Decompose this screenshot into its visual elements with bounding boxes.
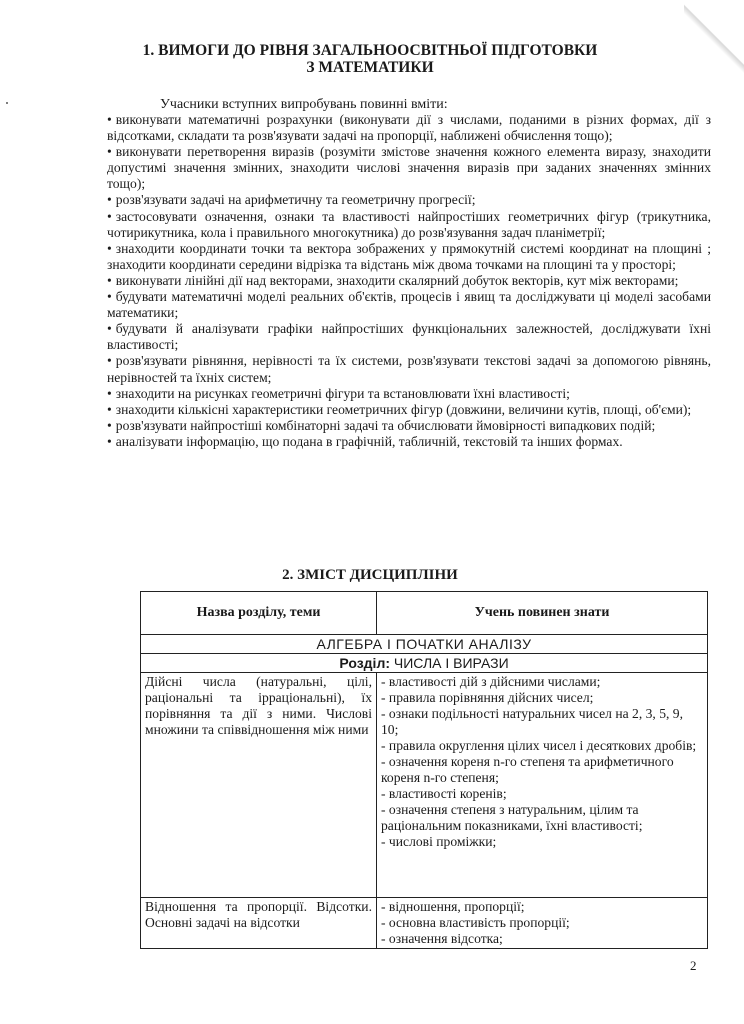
bullet-icon: • bbox=[107, 353, 112, 369]
section-heading bbox=[141, 654, 708, 673]
table-row bbox=[141, 673, 708, 898]
requirement-item: • аналізувати інформацію, що подана в графічній, табличній, текстовій та інших формах. bbox=[107, 433, 623, 449]
scan-speck bbox=[6, 102, 8, 104]
bullet-icon: • bbox=[107, 208, 112, 224]
page-corner-fold bbox=[684, 0, 744, 100]
requirement-item: • виконувати лінійні дії над векторами, знаходити скалярний добуток векторів, кут між векторами; bbox=[107, 272, 679, 288]
bullet-icon: • bbox=[107, 321, 112, 337]
bullet-icon: • bbox=[107, 417, 112, 433]
bullet-icon: • bbox=[107, 401, 112, 417]
bullet-icon: • bbox=[107, 192, 112, 208]
topic-cell: Відношення та пропорції. Відсотки. Основні задачі на відсотки bbox=[141, 898, 377, 949]
table-header-row bbox=[141, 592, 708, 635]
knows-list bbox=[381, 899, 703, 947]
knows-item: - означення степеня з натуральним, цілим та раціональним показниками, їхні властивості; bbox=[381, 802, 643, 833]
requirements-list bbox=[107, 112, 711, 450]
bullet-icon: • bbox=[107, 289, 112, 305]
bullet-icon: • bbox=[107, 144, 112, 160]
requirement-item: • будувати математичні моделі реальних об'єктів, процесів і явищ та досліджувати ці моделі засобами математики; bbox=[107, 289, 711, 321]
knows-item: - означення відсотка; bbox=[381, 931, 503, 946]
knows-cell bbox=[377, 673, 708, 898]
knows-item: - властивості коренів; bbox=[381, 786, 507, 801]
requirement-item: • виконувати математичні розрахунки (виконувати дії з числами, поданими в різних формах, дії з відсотками, складати та розв'язувати задачі на пропорції, наближені обчислення тощо); bbox=[107, 112, 711, 144]
knows-item: - числові проміжки; bbox=[381, 834, 497, 849]
requirement-item: • виконувати перетворення виразів (розуміти змістове значення кожного елемента виразу, знаходити допустимі значення змінних, знаходити числові значення виразів при заданих значеннях змінних тощо); bbox=[107, 144, 711, 192]
topic-cell: Дійсні числа (натуральні, цілі, раціональні та ірраціональні), їх порівняння та дії з ними. Числові множини та співвідношення між ними bbox=[141, 673, 377, 898]
requirement-item: • знаходити координати точки та вектора зображених у прямокутній системі координат на площині ; знаходити координати середини відрізка та відстань між двома точками на площині та у просторі; bbox=[107, 240, 711, 272]
requirement-item: • розв'язувати найпростіші комбінаторні задачі та обчислювати ймовірності випадкових подій; bbox=[107, 417, 656, 433]
section-label: Розділ: bbox=[339, 655, 391, 671]
section1-title-line2: З МАТЕМАТИКИ bbox=[306, 59, 434, 76]
section-row bbox=[141, 654, 708, 673]
requirement-item: • розв'язувати рівняння, нерівності та їх системи, розв'язувати текстові задачі за допомогою рівнянь, нерівностей та їхніх систем; bbox=[107, 353, 711, 385]
requirement-item: • розв'язувати задачі на арифметичну та геометричну прогресії; bbox=[107, 192, 476, 208]
requirement-item: • знаходити на рисунках геометричні фігури та встановлювати їхні властивості; bbox=[107, 385, 570, 401]
bullet-icon: • bbox=[107, 112, 112, 127]
table-row bbox=[141, 898, 708, 949]
section1-intro: Учасники вступних випробувань повинні вміти: bbox=[160, 97, 448, 112]
section1-title bbox=[100, 42, 640, 76]
requirement-item: • будувати й аналізувати графіки найпростіших функціональних залежностей, досліджувати їхні властивості; bbox=[107, 321, 711, 353]
header-knows: Учень повинен знати bbox=[377, 592, 708, 635]
bullet-icon: • bbox=[107, 272, 112, 288]
bullet-icon: • bbox=[107, 240, 112, 256]
knows-item: - правила порівняння дійсних чисел; bbox=[381, 690, 594, 705]
part-title: АЛГЕБРА І ПОЧАТКИ АНАЛІЗУ bbox=[141, 635, 708, 654]
bullet-icon: • bbox=[107, 433, 112, 449]
knows-item: - основна властивість пропорції; bbox=[381, 915, 570, 930]
knows-list bbox=[381, 674, 703, 850]
knows-item: - правила округлення цілих чисел і десяткових дробів; bbox=[381, 738, 697, 753]
knows-cell bbox=[377, 898, 708, 949]
part-title-row bbox=[141, 635, 708, 654]
bullet-icon: • bbox=[107, 385, 112, 401]
page-number: 2 bbox=[690, 958, 697, 973]
curriculum-table bbox=[140, 591, 708, 949]
knows-item: - властивості дій з дійсними числами; bbox=[381, 674, 601, 689]
section2-title: 2. ЗМІСТ ДИСЦИПЛІНИ bbox=[282, 567, 458, 583]
section-name: ЧИСЛА І ВИРАЗИ bbox=[393, 655, 509, 671]
requirement-item: • застосовувати означення, ознаки та властивості найпростіших геометричних фігур (трикутника, чотирикутника, кола і правильного многокутника) до розв'язування задач планіметрії; bbox=[107, 208, 711, 240]
knows-item: - означення кореня n-го степеня та арифметичного кореня n-го степеня; bbox=[381, 754, 674, 785]
knows-item: - відношення, пропорції; bbox=[381, 899, 525, 914]
knows-item: - ознаки подільності натуральних чисел на 2, 3, 5, 9, 10; bbox=[381, 706, 683, 737]
header-topic: Назва розділу, теми bbox=[141, 592, 377, 635]
requirement-item: • знаходити кількісні характеристики геометричних фігур (довжини, величини кутів, площі, об'єми); bbox=[107, 401, 692, 417]
section1-title-line1: 1. ВИМОГИ ДО РІВНЯ ЗАГАЛЬНООСВІТНЬОЇ ПІДГОТОВКИ bbox=[142, 42, 598, 59]
